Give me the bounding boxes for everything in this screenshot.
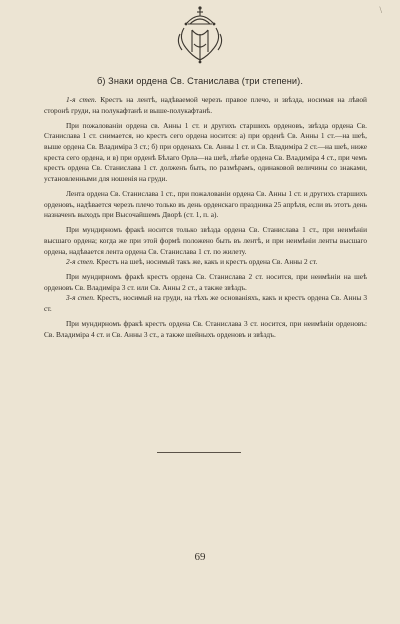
paragraph-text: При мундирномъ фракѣ крестъ ордена Св. Станислава 2 ст. носится, при неимѣніи на шеѣ орденовъ Св. Владиміра 3 ст. или Св. Анны 2 ст., а также звѣздъ. <box>44 272 367 292</box>
paragraph <box>44 293 367 314</box>
paragraph <box>44 189 367 221</box>
paragraph-text: Крестъ на шеѣ, носимый такъ же, какъ и крестъ ордена Св. Анны 2 ст. <box>94 257 318 267</box>
degree-label: 2-я степ. <box>66 257 95 267</box>
paragraph <box>44 319 367 340</box>
paragraph <box>44 121 367 185</box>
paragraph-text: При пожалованіи ордена св. Анны 1 ст. и другихъ старшихъ орденовъ, звѣзда ордена Св. Станислава 1 ст. снимается, но крестъ сего ордена носится: а) при орденѣ Св. Анны 1 ст.—на шеѣ, выше ордена Св. Владиміра 3 ст.; б) при орденахъ Св. Анны 1 ст. и Св. Владиміра 2 ст.—на шеѣ, ниже креста сего ордена, и в) при орденѣ Бѣлаго Орла—на шеѣ, лѣвѣе ордена Св. Владиміра 4 ст., при чемъ крестъ ордена Св. Станислава 1 ст. долженъ быть, по размѣрамъ, одинаковой величины со знаками, установленными для ношенія на груди. <box>44 120 367 183</box>
section-heading: б) Знаки ордена Св. Станислава (три степени). <box>97 76 303 86</box>
page-number: 69 <box>194 551 206 563</box>
paragraph-text: При мундирномъ фракѣ крестъ ордена Св. Станислава 3 ст. носится, при неимѣніи орденовъ: Св. Владиміра 4 ст. и Св. Анны 3 ст., а также шейныхъ орденовъ и звѣздъ. <box>44 319 367 339</box>
corner-mark: \ <box>379 5 382 15</box>
divider-rule <box>157 452 241 453</box>
paragraph-text: Крестъ на лентѣ, надѣваемой черезъ правое плечо, и звѣзда, носимая на лѣвой сторонѣ груди, на полукафтанѣ и выше-полукафтанѣ. <box>44 95 367 115</box>
paragraph <box>44 95 367 116</box>
paragraph <box>44 257 367 268</box>
paragraph-text: При мундирномъ фракѣ носится только звѣзда ордена Св. Станислава 1 ст., при неимѣніи высшаго ордена; когда же при этой формѣ положено быть въ лентѣ, и при неимѣніи ленты высшаго ордена, надѣвается лента ордена Св. Станислава 1 ст. по жилету. <box>44 225 367 256</box>
imperial-crown-monogram-icon <box>170 4 230 66</box>
paragraph <box>44 225 367 257</box>
document-body <box>44 95 367 345</box>
paragraph-text: Лента ордена Св. Станислава 1 ст., при пожалованіи ордена Св. Анны 1 ст. и другихъ старшихъ орденовъ, надѣвается черезъ плечо только въ день орденскаго праздника 25 апрѣля, если въ этотъ день назначенъ выходъ при Высочайшемъ Дворѣ (ст. 1, п. а). <box>44 188 367 220</box>
paragraph <box>44 272 367 293</box>
degree-label: 3-я степ. <box>66 293 95 303</box>
paragraph-text: Крестъ, носимый на груди, на тѣхъ же основаніяхъ, какъ и крестъ ордена Св. Анны 3 ст. <box>44 293 367 314</box>
degree-label: 1-я степ. <box>66 95 97 104</box>
